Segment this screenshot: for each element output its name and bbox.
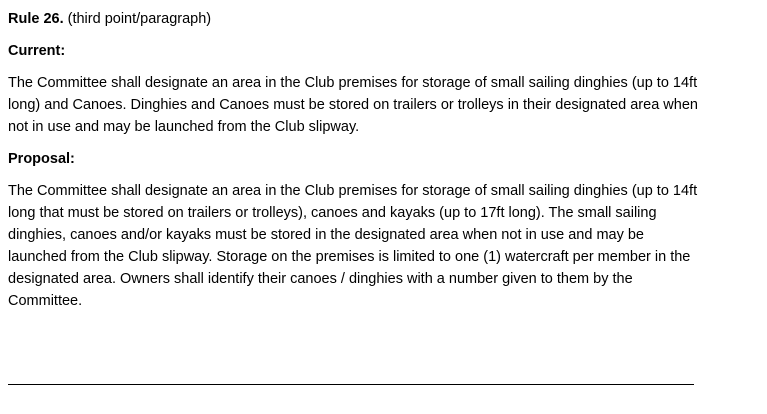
rule-note: (third point/paragraph) <box>63 11 212 27</box>
proposal-line: launched from the Club slipway. Storage on the premises is limited to one (1) watercraft per member in the <box>8 249 691 265</box>
rule-label: Rule 26. <box>8 11 64 27</box>
current-line: The Committee shall designate an area in the Club premises for storage of small sailing dinghies (up to 14ft <box>8 75 698 91</box>
current-line: not in use and may be launched from the Club slipway. <box>8 119 360 135</box>
current-label: Current: <box>8 43 66 59</box>
proposal-line: designated area. Owners shall identify their canoes / dinghies with a number given to them by the <box>8 271 633 287</box>
current-line: long) and Canoes. Dinghies and Canoes must be stored on trailers or trolleys in their designated area when <box>8 97 698 113</box>
proposal-line: dinghies, canoes and/or kayaks must be stored in the designated area when not in use and may be <box>8 227 644 243</box>
proposal-line: The Committee shall designate an area in the Club premises for storage of small sailing dinghies (up to 14ft <box>8 183 698 199</box>
proposal-line: Committee. <box>8 293 83 309</box>
proposal-line: long that must be stored on trailers or trolleys), canoes and kayaks (up to 17ft long). The small sailing <box>8 205 657 221</box>
proposal-label: Proposal: <box>8 151 75 167</box>
document-body <box>8 0 758 312</box>
proposal-paragraph <box>8 180 758 312</box>
current-paragraph <box>8 72 758 138</box>
signature-divider-line <box>8 384 694 385</box>
rule-heading <box>8 8 758 30</box>
